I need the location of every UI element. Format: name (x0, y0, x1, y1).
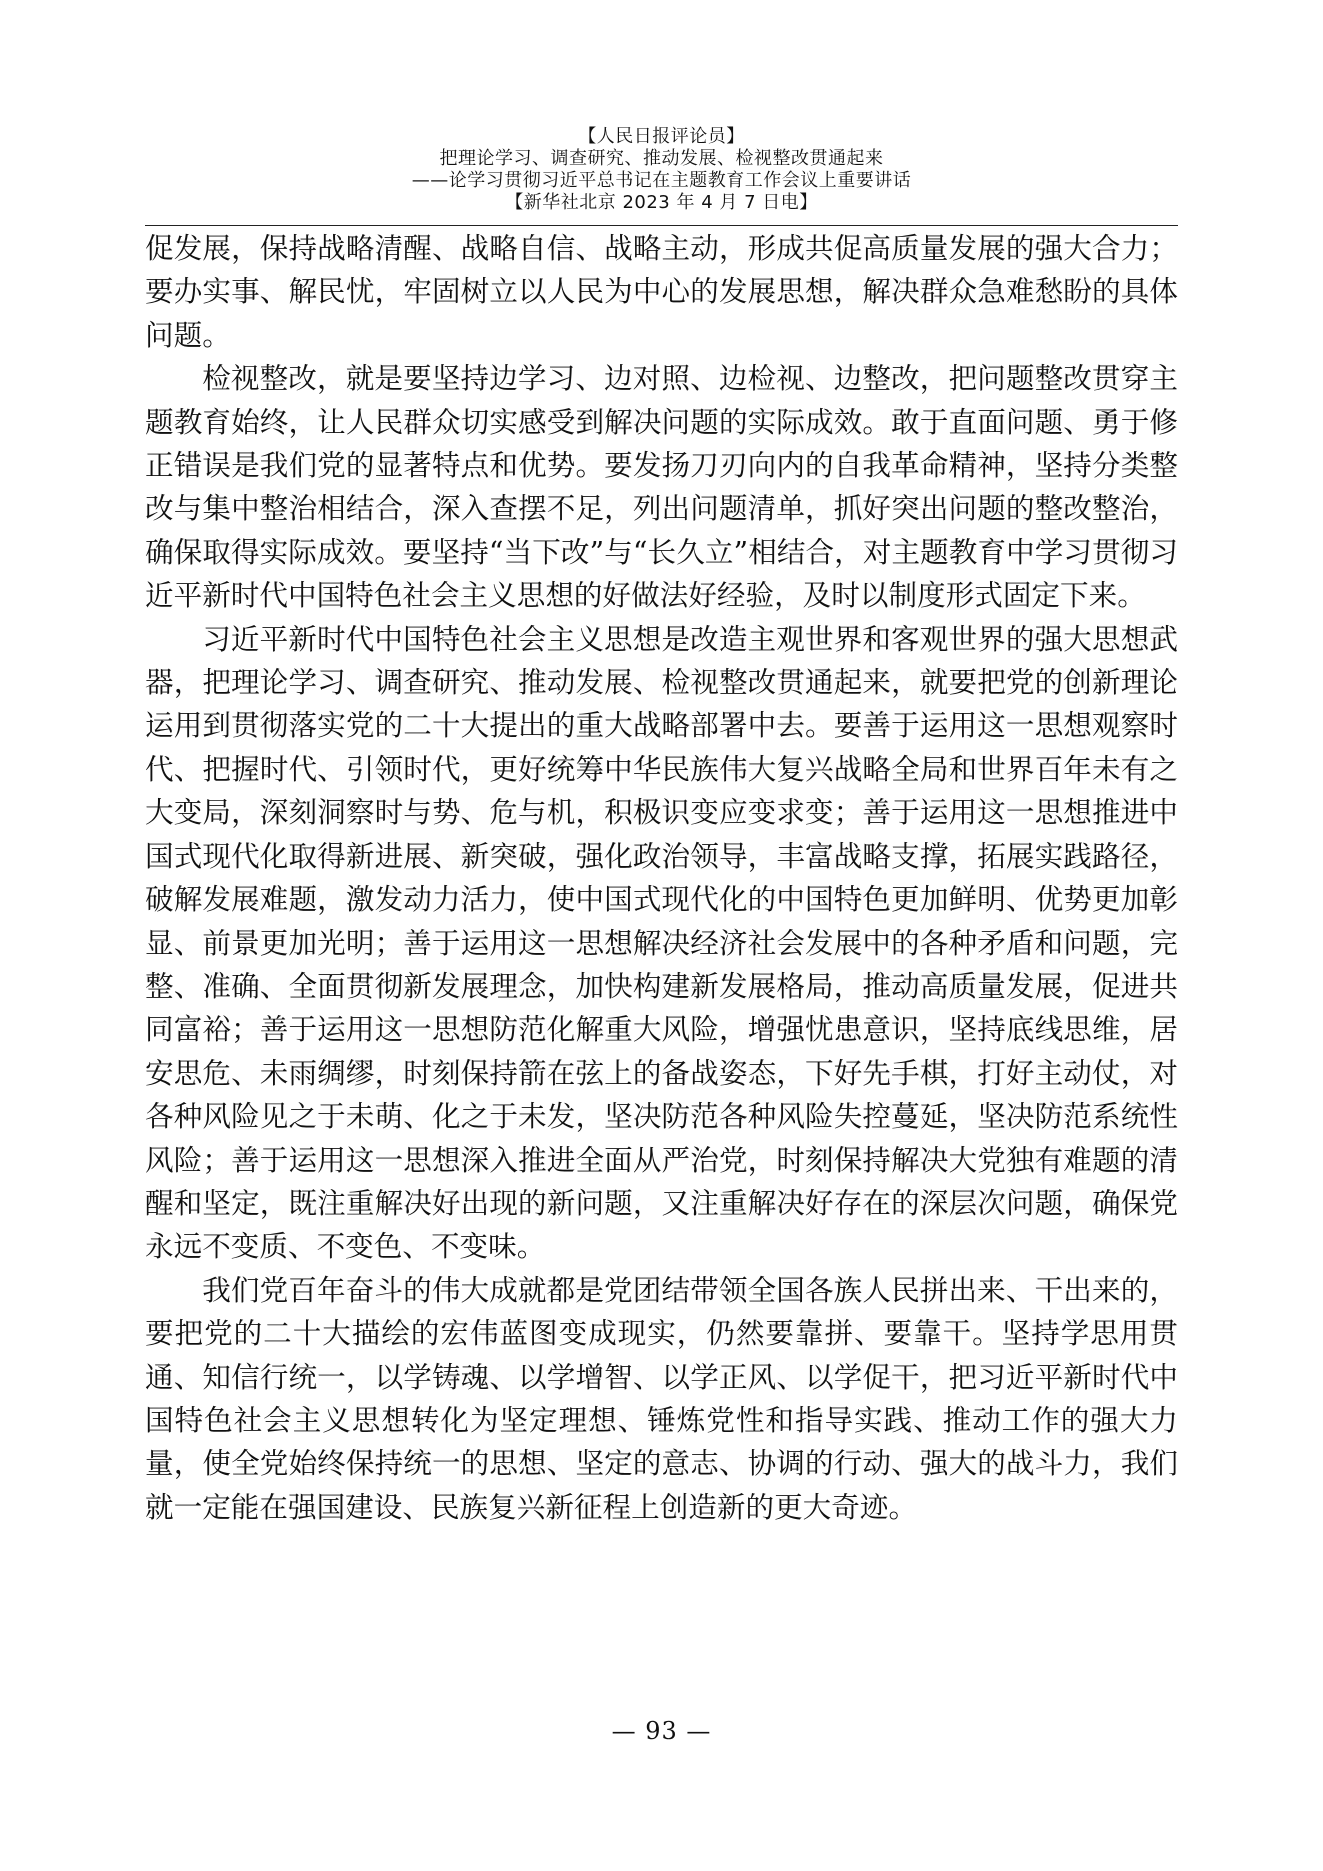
paragraph: 促发展，保持战略清醒、战略自信、战略主动，形成共促高质量发展的强大合力；要办实事、解民忧，牢固树立以人民为中心的发展思想，解决群众急难愁盼的具体问题。 (145, 231, 1178, 352)
article-body (145, 227, 1178, 1529)
article-subtitle: ——论学习贯彻习近平总书记在主题教育工作会议上重要讲话 (411, 170, 912, 191)
paragraph: 检视整改，就是要坚持边学习、边对照、边检视、边整改，把问题整改贯穿主题教育始终，让人民群众切实感受到解决问题的实际成效。敢于直面问题、勇于修正错误是我们党的显著特点和优势。要发扬刀刃向内的自我革命精神，坚持分类整改与集中整治相结合，深入查摆不足，列出问题清单，抓好突出问题的整改整治，确保取得实际成效。要坚持“当下改”与“长久立”相结合，对主题教育中学习贯彻习近平新时代中国特色社会主义思想的好做法好经验，及时以制度形式固定下来。 (145, 361, 1178, 613)
paragraph: 习近平新时代中国特色社会主义思想是改造主观世界和客观世界的强大思想武器，把理论学习、调查研究、推动发展、检视整改贯通起来，就要把党的创新理论运用到贯彻落实党的二十大提出的重大战略部署中去。要善于运用这一思想观察时代、把握时代、引领时代，更好统筹中华民族伟大复兴战略全局和世界百年未有之大变局，深刻洞察时与势、危与机，积极识变应变求变；善于运用这一思想推进中国式现代化取得新进展、新突破，强化政治领导，丰富战略支撑，拓展实践路径，破解发展难题，激发动力活力，使中国式现代化的中国特色更加鲜明、优势更加彰显、前景更加光明；善于运用这一思想解决经济社会发展中的各种矛盾和问题，完整、准确、全面贯彻新发展理念，加快构建新发展格局，推动高质量发展，促进共同富裕；善于运用这一思想防范化解重大风险，增强忧患意识，坚持底线思维，居安思危、未雨绸缪，时刻保持箭在弦上的备战姿态，下好先手棋，打好主动仗，对各种风险见之于未萌、化之于未发，坚决防范各种风险失控蔓延，坚决防范系统性风险；善于运用这一思想深入推进全面从严治党，时刻保持解决大党独有难题的清醒和坚定，既注重解决好出现的新问题，又注重解决好存在的深层次问题，确保党永远不变质、不变色、不变味。 (145, 621, 1178, 1264)
article-title: 把理论学习、调查研究、推动发展、检视整改贯通起来 (439, 148, 884, 169)
page-header (145, 126, 1178, 214)
header-divider (145, 225, 1178, 226)
dateline: 【新华社北京 2023 年 4 月 7 日电】 (505, 192, 818, 213)
column-label: 【人民日报评论员】 (578, 126, 745, 147)
paragraph: 我们党百年奋斗的伟大成就都是党团结带领全国各族人民拼出来、干出来的，要把党的二十大描绘的宏伟蓝图变成现实，仍然要靠拼、要靠干。坚持学思用贯通、知信行统一，以学铸魂、以学增智、以学正风、以学促干，把习近平新时代中国特色社会主义思想转化为坚定理想、锤炼党性和指导实践、推动工作的强大力量，使全党始终保持统一的思想、坚定的意志、协调的行动、强大的战斗力，我们就一定能在强国建设、民族复兴新征程上创造新的更大奇迹。 (145, 1272, 1178, 1524)
page-number: — 93 — (611, 1717, 712, 1745)
